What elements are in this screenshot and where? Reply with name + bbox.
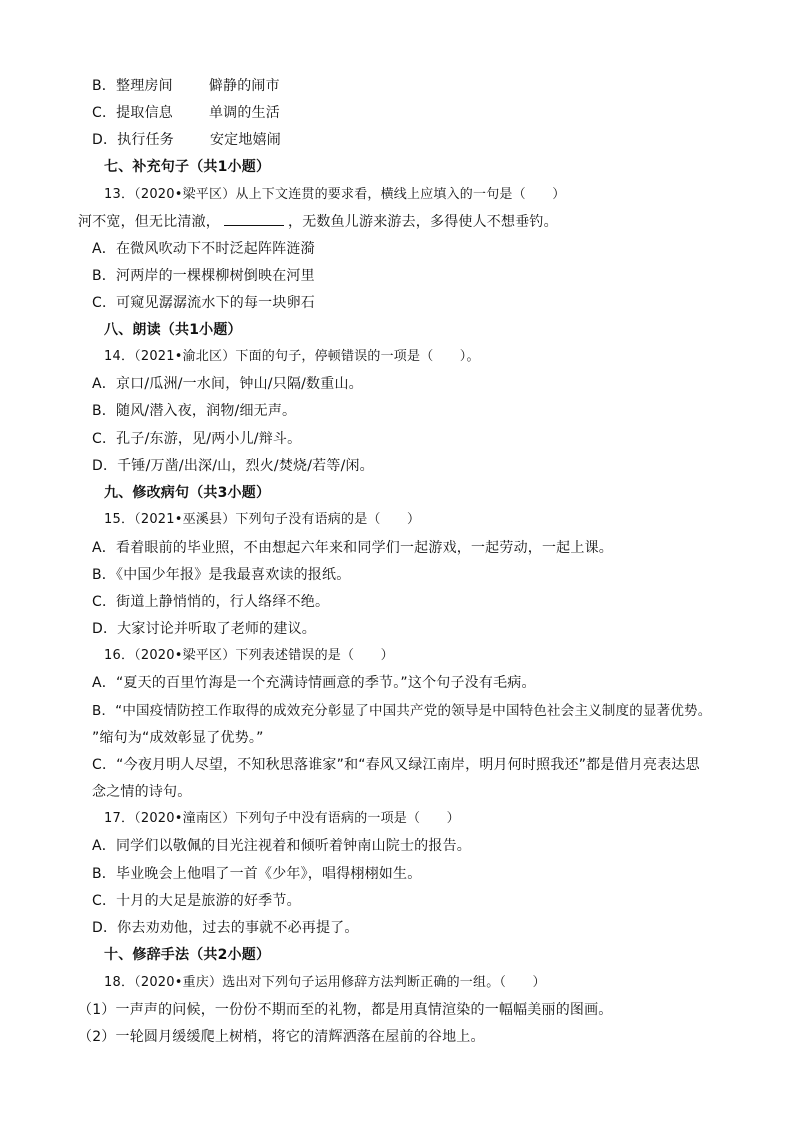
question-17-option-d: D．你去劝劝他，过去的事就不必再提了。: [92, 920, 359, 936]
question-15-option-d: D．大家讨论并听取了老师的建议。: [92, 621, 316, 637]
question-15-option-b: B．《中国少年报》是我最喜欢读的报纸。: [92, 567, 351, 583]
question-13-option-a: A．在微风吹动下不时泛起阵阵涟漪: [92, 241, 315, 257]
question-13-option-c: C．可窥见潺潺流水下的每一块卵石: [92, 295, 315, 311]
section-heading-10: 十、修辞手法（共2小题）: [104, 947, 271, 963]
question-16-option-b-line-1: B．“中国疫情防控工作取得的成效充分彰显了中国共产党的领导是中国特色社会主义制度的显著优势。: [92, 703, 712, 719]
question-18-sentence-1: （1）一声声的问候，一份份不期而至的礼物，都是用真情渲染的一幅幅美丽的图画。: [78, 1002, 613, 1018]
question-14: 14．（2021•渝北区）下面的句子，停顿错误的一项是（ ）。: [104, 349, 480, 364]
option-d-text: D．执行任务: [92, 132, 174, 148]
question-13-option-b: B．河两岸的一棵棵柳树倒映在河里: [92, 268, 315, 284]
sentence-part-b: ，无数鱼儿游来游去，多得使人不想垂钓。: [288, 214, 558, 230]
option-b-text: B．整理房间: [92, 78, 173, 94]
section-heading-9: 九、修改病句（共3小题）: [104, 485, 271, 501]
question-15-option-c: C．街道上静悄悄的，行人络绎不绝。: [92, 594, 330, 610]
option-c-line: [92, 104, 280, 122]
question-17-option-c: C．十月的大足是旅游的好季节。: [92, 893, 301, 909]
question-13-sentence: [78, 213, 558, 231]
question-14-option-a: A．京口/瓜洲/一水间，钟山/只隔/数重山。: [92, 376, 363, 392]
question-16-option-b-line-2: ”缩句为“成效彰显了优势。”: [92, 730, 264, 746]
question-16: 16．（2020•梁平区）下列表述错误的是（ ）: [104, 648, 394, 663]
option-c-text-2: 单调的生活: [208, 105, 280, 121]
fill-blank: [224, 213, 284, 226]
question-18: 18．（2020•重庆）选出对下列句子运用修辞方法判断正确的一组。（ ）: [104, 975, 546, 990]
question-14-option-c: C．孔子/东游，见/两小儿/辩斗。: [92, 431, 302, 447]
question-14-option-d: D．千锤/万凿/出深/山，烈火/焚烧/若等/闲。: [92, 458, 374, 474]
option-b-text-2: 僻静的闹市: [208, 78, 280, 94]
question-17-option-b: B．毕业晚会上他唱了一首《少年》，唱得栩栩如生。: [92, 866, 422, 882]
question-15-option-a: A．看着眼前的毕业照，不由想起六年来和同学们一起游戏，一起劳动，一起上课。: [92, 540, 613, 556]
question-16-option-a: A．“夏天的百里竹海是一个充满诗情画意的季节。”这个句子没有毛病。: [92, 675, 536, 691]
option-d-text-2: 安定地嬉闹: [209, 132, 281, 148]
question-17: 17．（2020•潼南区）下列句子中没有语病的一项是（ ）: [104, 811, 460, 826]
option-c-text: C．提取信息: [92, 105, 173, 121]
question-16-option-c-line-1: C．“今夜月明人尽望，不知秋思落谁家”和“春风又绿江南岸，明月何时照我还”都是借月亮表达思: [92, 757, 700, 773]
sentence-part-a: 河不宽，但无比清澈，: [78, 214, 220, 230]
question-17-option-a: A．同学们以敬佩的目光注视着和倾听着钟南山院士的报告。: [92, 838, 471, 854]
section-heading-8: 八、朗读（共1小题）: [104, 322, 242, 338]
section-heading-7: 七、补充句子（共1小题）: [104, 159, 271, 175]
question-16-option-c-line-2: 念之情的诗句。: [92, 784, 192, 800]
question-15: 15．（2021•巫溪县）下列句子没有语病的是（ ）: [104, 512, 421, 527]
question-13: 13．（2020•梁平区）从上下文连贯的要求看，横线上应填入的一句是（ ）: [104, 187, 566, 202]
question-18-sentence-2: （2）一轮圆月缓缓爬上树梢，将它的清辉洒落在屋前的谷地上。: [78, 1029, 485, 1045]
option-b-line: [92, 77, 280, 95]
option-d-line: [92, 131, 281, 149]
question-14-option-b: B．随风/潜入夜，润物/细无声。: [92, 403, 297, 419]
